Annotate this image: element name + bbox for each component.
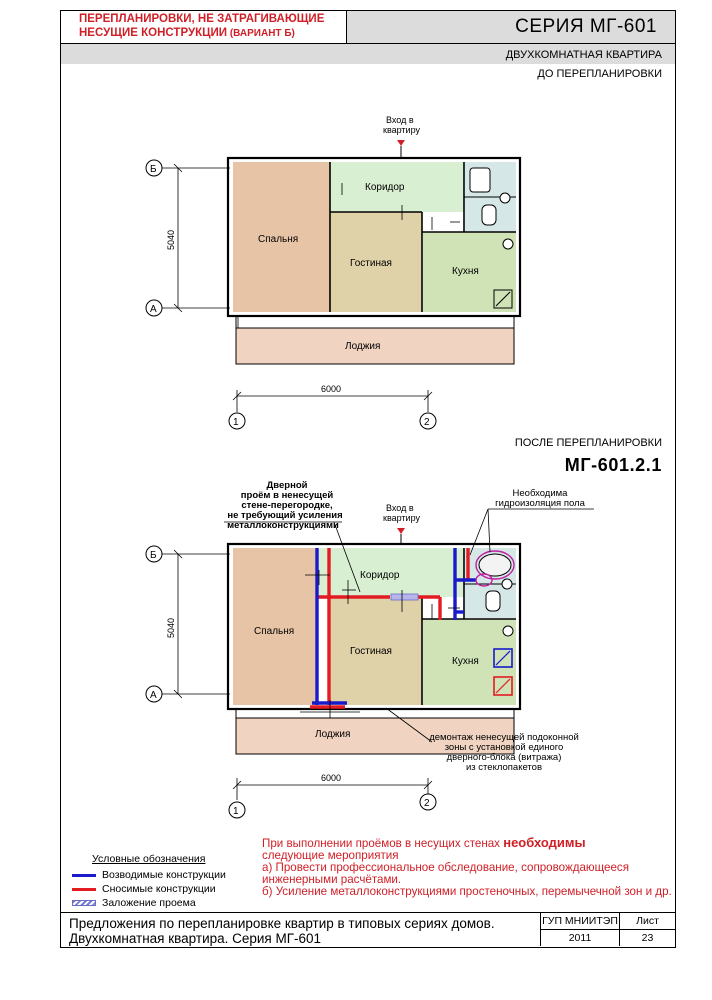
- dim-vertical-after: 5040: [166, 617, 176, 638]
- axis-1-after: 1: [233, 806, 239, 817]
- legend-built: Возводимые конструкции: [72, 869, 226, 881]
- footer-title: Предложения по перепланировке квартир в типовых сериях домов. Двухкомнатная квартира. Серия МГ-601: [69, 916, 495, 946]
- callout-door: [227, 480, 343, 531]
- header-line-2: НЕСУЩИЕ КОНСТРУКЦИИ (ВАРИАНТ Б): [79, 27, 295, 39]
- plan-code: МГ-601.2.1: [564, 455, 662, 475]
- axis-1-before: 1: [233, 417, 239, 428]
- label-corridor-before: Коридор: [365, 182, 405, 193]
- dim-vertical-before: 5040: [166, 229, 176, 250]
- legend-sealed-swatch: [72, 900, 96, 906]
- label-loggia-before: Лоджия: [345, 341, 381, 352]
- requirements-note: При выполнении проёмов в несущих стенах необходимы следующие мероприятия а) Провести профессиональное обследование, сопровождающееся инженерными расчётами. б) Усиление металлоконструкциями простеночных, перемычечной зон и др.: [262, 835, 672, 898]
- sealed-opening: [391, 594, 418, 600]
- axis-2-after: 2: [424, 798, 430, 809]
- footer-sheet-cell: Лист 23: [619, 913, 675, 946]
- svg-text:демонтаж ненесущей подоконной: демонтаж ненесущей подоконной: [429, 732, 579, 743]
- footer-title-block: [61, 912, 675, 947]
- legend-removed-swatch: [72, 888, 96, 891]
- svg-text:стене-перегородке,: стене-перегородке,: [241, 500, 333, 511]
- entry-label-before-1: Вход в: [386, 115, 414, 125]
- svg-text:металлоконструкциями: металлоконструкциями: [227, 520, 339, 531]
- svg-text:дверного-блока (витража): дверного-блока (витража): [446, 752, 562, 763]
- svg-text:гидроизоляция пола: гидроизоляция пола: [495, 498, 585, 509]
- axis-a-before: А: [150, 304, 157, 315]
- callout-dismantle: [429, 732, 579, 773]
- label-corridor-after: Коридор: [360, 570, 400, 581]
- series-title: СЕРИЯ МГ-601: [515, 16, 657, 37]
- entry-label-after-2: квартиру: [383, 513, 420, 523]
- before-caption: ДО ПЕРЕПЛАНИРОВКИ: [537, 68, 662, 80]
- legend-sealed: Заложение проема: [72, 897, 196, 909]
- after-caption: ПОСЛЕ ПЕРЕПЛАНИРОВКИ: [514, 437, 662, 449]
- entry-label-before-2: квартиру: [383, 125, 420, 135]
- legend-title: Условные обозначения: [92, 853, 206, 865]
- legend-built-swatch: [72, 874, 96, 877]
- label-loggia-after: Лоджия: [315, 729, 351, 740]
- svg-text:проём в ненесущей: проём в ненесущей: [240, 490, 334, 501]
- svg-text:зоны с установкой единого: зоны с установкой единого: [444, 742, 564, 753]
- svg-text:Дверной: Дверной: [266, 480, 308, 491]
- svg-text:из стеклопакетов: из стеклопакетов: [465, 762, 543, 773]
- svg-text:не требующий усиления: не требующий усиления: [227, 510, 343, 521]
- label-bedroom-after: Спальня: [254, 626, 295, 637]
- axis-b-before: Б: [150, 164, 157, 175]
- entry-arrow-before: [397, 140, 405, 146]
- entry-arrow-after: [397, 528, 405, 534]
- dim-horizontal-after: 6000: [321, 773, 342, 783]
- entry-label-after-1: Вход в: [386, 503, 414, 513]
- label-bedroom-before: Спальня: [258, 234, 299, 245]
- dim-horizontal-before: 6000: [321, 384, 342, 394]
- svg-text:Необходима: Необходима: [512, 488, 568, 499]
- label-living-after: Гостиная: [350, 646, 392, 657]
- label-kitchen-after: Кухня: [452, 656, 479, 667]
- header-line-1: ПЕРЕПЛАНИРОВКИ, НЕ ЗАТРАГИВАЮЩИЕ: [79, 13, 325, 25]
- apartment-type: ДВУХКОМНАТНАЯ КВАРТИРА: [505, 49, 662, 61]
- axis-a-after: А: [150, 690, 157, 701]
- label-kitchen-before: Кухня: [452, 266, 479, 277]
- axis-2-before: 2: [424, 417, 430, 428]
- axis-b-after: Б: [150, 550, 157, 561]
- legend-removed: Сносимые конструкции: [72, 883, 216, 895]
- callout-waterproof: [495, 488, 585, 509]
- footer-org-cell: ГУП МНИИТЭП 2011: [540, 913, 619, 946]
- label-living-before: Гостиная: [350, 258, 392, 269]
